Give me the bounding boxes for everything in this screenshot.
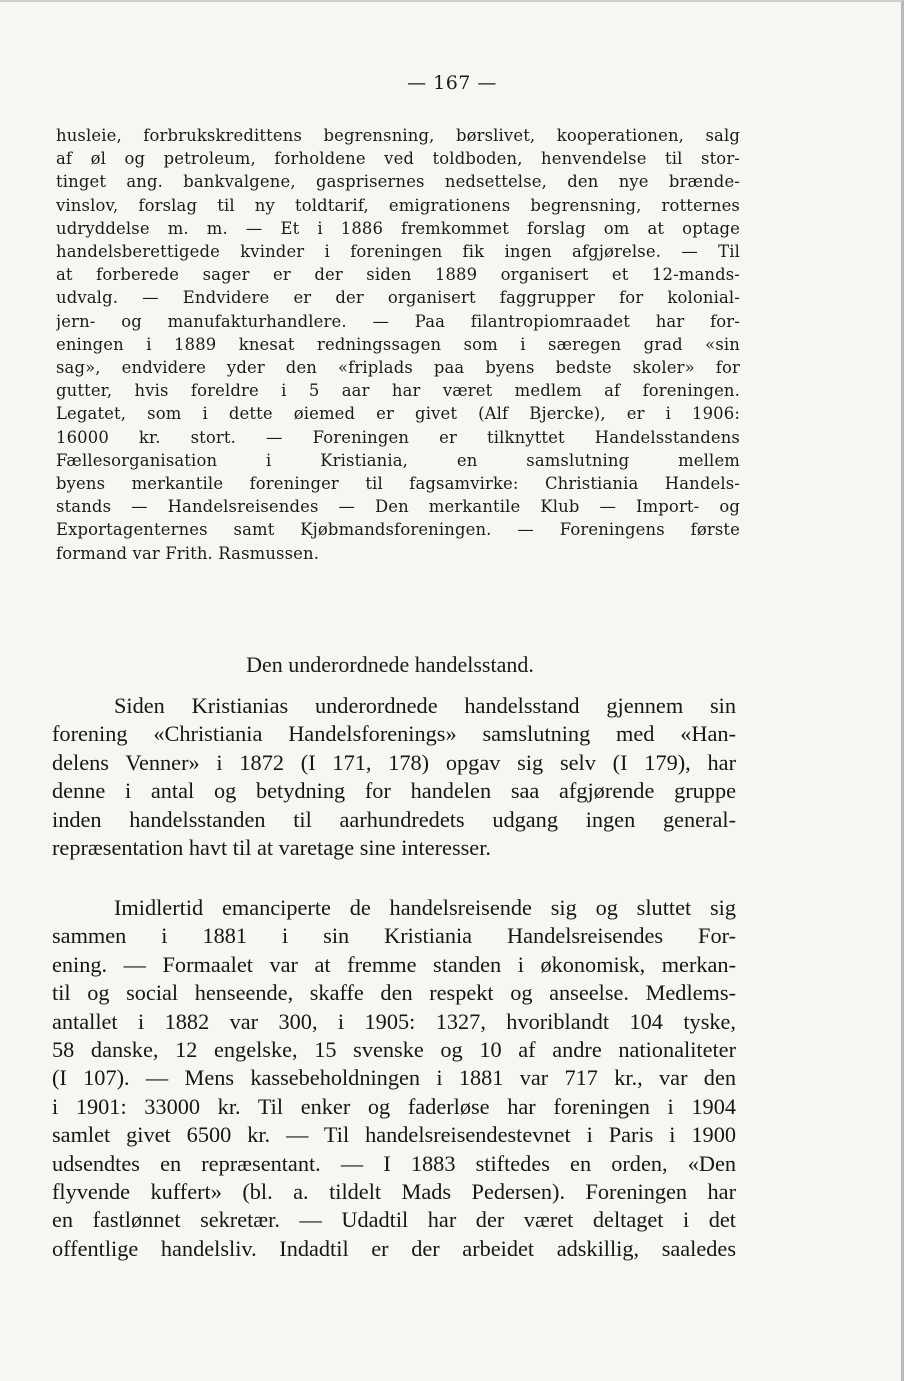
text-line: 58 danske, 12 engelske, 15 svenske og 10 af andre nationaliteter [52,1037,736,1063]
text-line: en fastlønnet sekretær. — Udadtil har der været deltaget i det [52,1207,736,1233]
text-line: sag», endvidere yder den «friplads paa byens bedste skoler» for [56,358,740,378]
text-line: udsendtes en repræsentant. — I 1883 stiftedes en orden, «Den [52,1150,736,1176]
page-number: — 167 — [407,72,497,94]
text-line: stands — Handelsreisendes — Den merkantile Klub — Import- og [56,497,740,517]
paragraph-2 [52,692,736,862]
text-line: Exportagenternes samt Kjøbmandsforeningen. — Foreningens første [56,520,740,540]
text-line: jern- og manufakturhandlere. — Paa filantropiomraadet har for- [56,311,740,331]
text-line: tinget ang. bankvalgene, gasprisernes nedsettelse, den nye brænde- [56,172,740,192]
text-line: Siden Kristianias underordnede handelsstand gjennem sin [114,693,736,718]
text-line: formand var Frith. Rasmussen. [56,543,320,563]
text-line: til og social henseende, skaffe den respekt og anseelse. Medlems- [52,980,736,1006]
text-line: Legatet, som i dette øiemed er givet (Alf Bjercke), er i 1906: [56,404,740,424]
section-heading: Den underordnede handelsstand. [246,652,534,677]
text-line: inden handelsstanden til aarhundredets udgang ingen general- [52,806,736,832]
text-line: udvalg. — Endvidere er der organisert faggrupper for kolonial- [56,288,740,308]
text-line: (I 107). — Mens kassebeholdningen i 1881 var 717 kr., var den [52,1065,736,1091]
paragraph-1 [56,124,740,565]
text-line: forening «Christiania Handelsforenings» samslutning med «Han- [52,721,736,747]
text-line: sammen i 1881 i sin Kristiania Handelsreisendes For- [52,923,736,949]
paragraph-3 [52,894,736,1263]
text-line: delens Venner» i 1872 (I 171, 178) opgav sig selv (I 179), har [52,749,736,775]
text-line: repræsentation havt til at varetage sine interesser. [52,835,491,861]
text-line: denne i antal og betydning for handelen saa afgjørende gruppe [52,778,736,804]
text-line: at forberede sager er der siden 1889 organisert et 12-mands- [56,265,740,285]
text-line: Fællesorganisation i Kristiania, en samslutning mellem [56,450,740,470]
text-line: 16000 kr. stort. — Foreningen er tilknyttet Handelsstandens [56,427,740,447]
text-line: udryddelse m. m. — Et i 1886 fremkommet forslag om at optage [56,218,740,238]
text-line: vinslov, forslag til ny toldtarif, emigrationens begrensning, rotternes [56,195,740,215]
text-line: i 1901: 33000 kr. Til enker og faderløse har foreningen i 1904 [52,1093,736,1119]
text-line: flyvende kuffert» (bl. a. tildelt Mads Pedersen). Foreningen har [52,1179,736,1205]
text-line: byens merkantile foreninger til fagsamvirke: Christiania Handels- [56,474,740,494]
text-line: gutter, hvis foreldre i 5 aar har været medlem af foreningen. [56,381,740,401]
text-line: af øl og petroleum, forholdene ved toldboden, henvendelse til stor- [56,149,740,169]
text-line: ening. — Formaalet var at fremme standen i økonomisk, merkan- [52,951,736,977]
text-line: antallet i 1882 var 300, i 1905: 1327, hvoriblandt 104 tyske, [52,1008,736,1034]
text-line: Imidlertid emanciperte de handelsreisende sig og sluttet sig [114,895,736,920]
text-line: samlet givet 6500 kr. — Til handelsreisendestevnet i Paris i 1900 [52,1122,736,1148]
text-line: handelsberettigede kvinder i foreningen fik ingen afgjørelse. — Til [56,242,740,262]
text-line: eningen i 1889 knesat redningssagen som i særegen grad «sin [56,334,740,354]
text-line: offentlige handelsliv. Indadtil er der arbeidet adskillig, saaledes [52,1235,736,1261]
text-line: husleie, forbrukskredittens begrensning, børslivet, kooperationen, salg [56,126,740,145]
